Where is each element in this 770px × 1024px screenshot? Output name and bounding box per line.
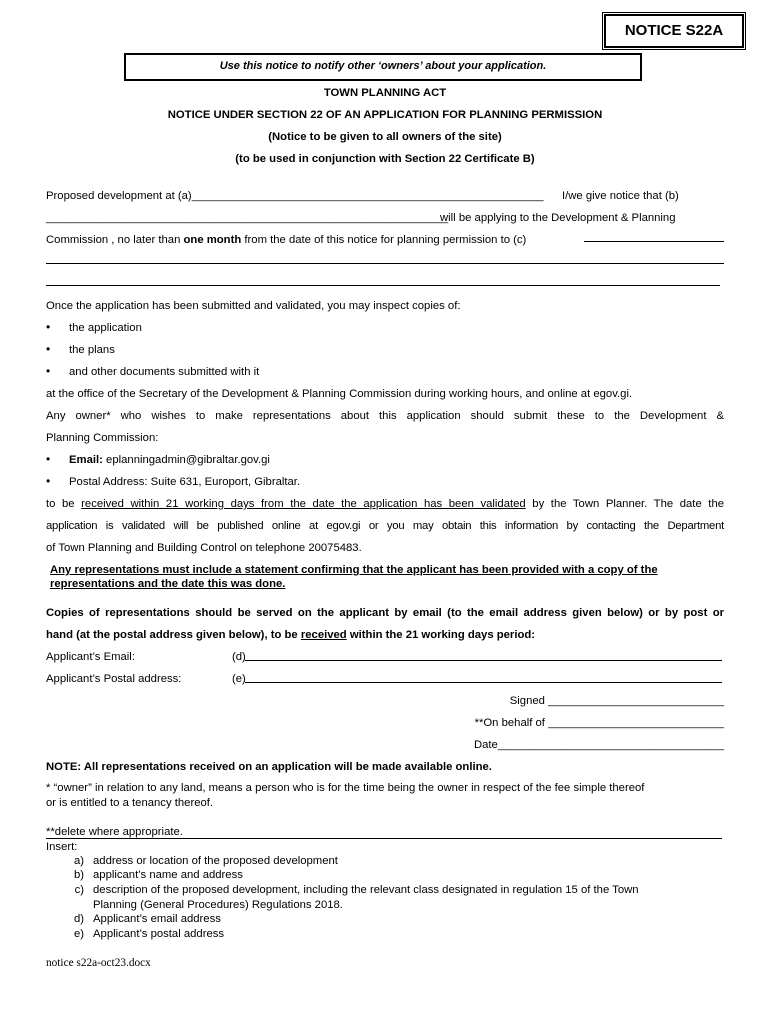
intro-line3-bold: one month [183, 234, 242, 246]
instruction-box [124, 53, 642, 81]
owner-definition-line-1: * “owner” in relation to any land, means a person who is for the time being the owner in respect of the fee simple thereof [46, 782, 645, 794]
deadline-line-2: application is validated will be published online at egov.gi or you may obtain this information by contacting the Department [46, 520, 724, 532]
applicant-postal-field[interactable] [245, 682, 722, 683]
representations-line-2: Planning Commission: [46, 432, 159, 444]
act-title: TOWN PLANNING ACT [323, 87, 447, 99]
applicant-email-field[interactable] [245, 660, 722, 661]
statement-line-1: Any representations must include a statement confirming that the applicant has been provided with a copy of the [50, 564, 658, 576]
footer-filename: notice s22a-oct23.docx [46, 957, 151, 969]
deadline-underlined: received within 21 working days from the date the application has been validated [81, 498, 526, 510]
applicant-postal-label: Applicant’s Postal address: [46, 673, 182, 685]
intro-line1-b: I/we give notice that (b) [562, 190, 679, 202]
description-line-2 [46, 263, 724, 264]
email-address: eplanningadmin@gibraltar.gov.gi [106, 454, 270, 466]
applicant-email-label: Applicant’s Email: [46, 651, 135, 663]
separator-line [46, 838, 722, 839]
notice-subtitle-1: (Notice to be given to all owners of the site) [268, 131, 502, 143]
insert-label: Insert: [46, 841, 78, 853]
deadline-line-3: of Town Planning and Building Control on telephone 20075483. [46, 542, 362, 554]
representations-line-1: Any owner* who wishes to make representations about this application should submit these to the Development & [46, 410, 724, 422]
owner-definition-line-2: or is entitled to a tenancy thereof. [46, 797, 214, 809]
inspect-lead: Once the application has been submitted and validated, you may inspect copies of: [46, 300, 461, 312]
copies-line-2: hand (at the postal address given below), to be received within the 21 working days period: [46, 629, 536, 641]
email-label: Email: [69, 454, 103, 466]
inspect-where: at the office of the Secretary of the Development & Planning Commission during working hours, and online at egov.gi. [46, 388, 633, 400]
postal-address: Postal Address: Suite 631, Europort, Gibraltar. [69, 476, 301, 488]
intro-line2-a: ________________________________________________________________ [46, 212, 449, 224]
intro-line3-b: from the date of this notice for planning permission to (c) [244, 234, 527, 246]
delete-note: **delete where appropriate. [46, 826, 183, 838]
applicant-postal-marker: (e) [232, 673, 246, 685]
notice-code: NOTICE S22A [624, 21, 724, 39]
notice-subtitle-2: (to be used in conjunction with Section 22 Certificate B) [235, 153, 535, 165]
intro-line2-b: will be applying to the Development & Planning [440, 212, 676, 224]
description-line-1 [584, 241, 724, 242]
instruction-text: Use this notice to notify other ‘owners’ about your application. [219, 60, 547, 73]
notice-code-box [604, 14, 744, 48]
applicant-email-marker: (d) [232, 651, 246, 663]
deadline-line-1: to be received within 21 working days from the date the application has been validated by the Town Planner. The date the [46, 498, 725, 510]
copies-line-1: Copies of representations should be served on the applicant by email (to the email address given below) or by post or [46, 607, 724, 619]
signed-line: Signed ____________________________ [509, 695, 724, 707]
intro-line1-a: Proposed development at (a)________________________________________________________ [46, 190, 544, 202]
statement-line-2: representations and the date this was done. [50, 578, 286, 590]
date-line: Date____________________________________ [473, 739, 724, 751]
notice-title: NOTICE UNDER SECTION 22 OF AN APPLICATION FOR PLANNING PERMISSION [167, 109, 603, 121]
intro-line3 [46, 233, 526, 247]
behalf-line: **On behalf of ____________________________ [474, 717, 724, 729]
intro-line3-a: Commission , no later than [46, 234, 181, 246]
availability-note: NOTE: All representations received on an application will be made available online. [46, 761, 492, 773]
description-line-3 [46, 285, 720, 286]
